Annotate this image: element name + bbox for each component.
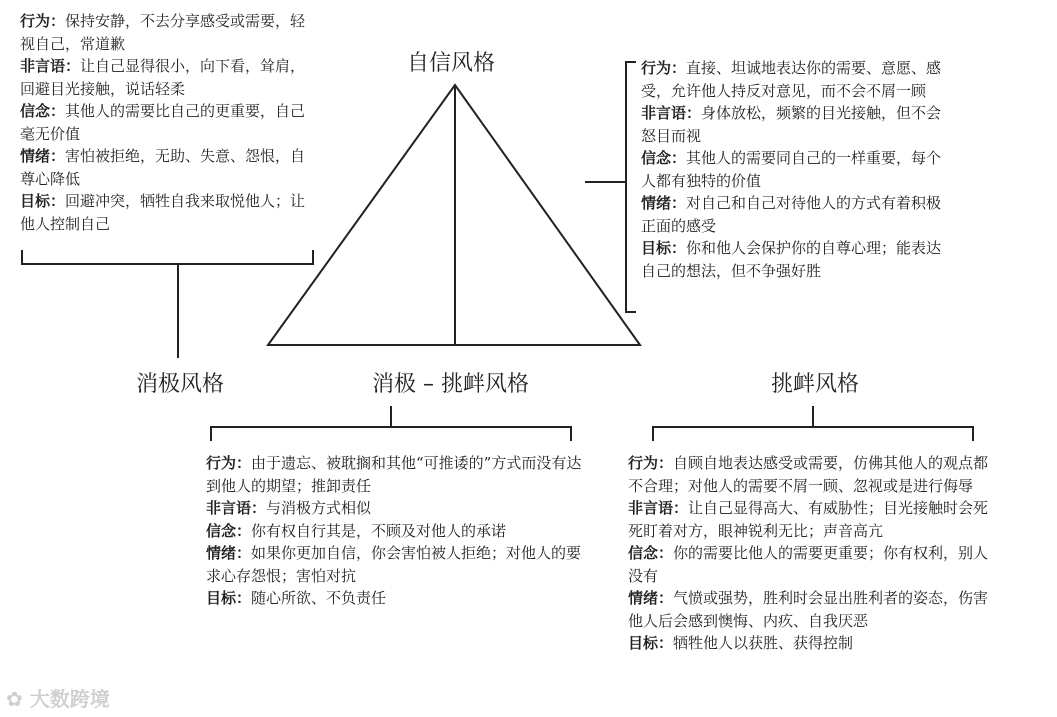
block-line-key: 非言语： bbox=[206, 499, 267, 517]
block-line-key: 行为： bbox=[206, 454, 252, 472]
block-line bbox=[206, 452, 591, 497]
block-line-text: 让自己显得很小，向下看，耸肩，回避目光接触，说话轻柔 bbox=[20, 57, 306, 98]
block-line-text: 让自己显得高大、有威胁性；目光接触时会死死盯着对方，眼神锐利无比；声音高亢 bbox=[628, 499, 989, 540]
block-line bbox=[641, 147, 946, 192]
block-line-key: 行为： bbox=[641, 59, 687, 77]
title-aggressive: 挑衅风格 bbox=[771, 372, 860, 397]
block-line-key: 非言语： bbox=[20, 57, 81, 75]
block-line-key: 行为： bbox=[20, 12, 66, 30]
watermark-logo bbox=[6, 683, 110, 712]
block-line bbox=[641, 192, 946, 237]
block-line-key: 情绪： bbox=[20, 147, 66, 165]
block-line bbox=[206, 497, 591, 520]
bracket-aggressive bbox=[653, 427, 973, 441]
block-line-key: 非言语： bbox=[641, 104, 702, 122]
block-line bbox=[206, 542, 591, 587]
block-line-key: 信念： bbox=[628, 544, 674, 562]
block-line bbox=[641, 102, 946, 147]
block-line-text: 害怕被拒绝，无助、失意、怨恨，自尊心降低 bbox=[20, 147, 306, 188]
block-line-text: 对自己和自己对待他人的方式有着积极正面的感受 bbox=[641, 194, 942, 235]
block-line-key: 目标： bbox=[641, 239, 687, 257]
block-passive-aggressive bbox=[206, 452, 591, 610]
block-line bbox=[628, 632, 996, 655]
block-line-key: 非言语： bbox=[628, 499, 689, 517]
bracket-passive bbox=[22, 250, 313, 264]
title-assertive: 自信风格 bbox=[407, 51, 496, 76]
block-line-text: 其他人的需要比自己的更重要，自己毫无价值 bbox=[20, 102, 306, 143]
block-line-text: 自顾自地表达感受或需要，仿佛其他人的观点都不合理；对他人的需要不屑一顾、忽视或是进行侮辱 bbox=[628, 454, 989, 495]
block-line-text: 回避冲突，牺牲自我来取悦他人；让他人控制自己 bbox=[20, 192, 306, 233]
block-line-text: 随心所欲、不负责任 bbox=[251, 589, 387, 607]
block-line-text: 你和他人会保护你的自尊心理；能表达自己的想法，但不争强好胜 bbox=[641, 239, 942, 280]
block-line bbox=[206, 587, 591, 610]
block-line-text: 如果你更加自信，你会害怕被人拒绝；对他人的要求心存怨恨；害怕对抗 bbox=[206, 544, 582, 585]
block-line-key: 目标： bbox=[628, 634, 674, 652]
block-line-text: 你有权自行其是，不顾及对他人的承诺 bbox=[251, 521, 507, 540]
block-line-key: 目标： bbox=[206, 589, 252, 607]
block-line bbox=[20, 145, 320, 190]
block-line-text: 牺牲他人以获胜、获得控制 bbox=[673, 634, 854, 652]
block-line bbox=[20, 55, 320, 100]
block-line-text: 你的需要比他人的需要更重要；你有权利，别人没有 bbox=[628, 544, 989, 585]
block-line-text: 与消极方式相似 bbox=[266, 499, 372, 517]
block-line bbox=[628, 542, 996, 587]
block-line bbox=[628, 497, 996, 542]
block-line-key: 情绪： bbox=[628, 589, 674, 607]
title-passive: 消极风格 bbox=[136, 372, 225, 397]
block-line bbox=[641, 57, 946, 102]
title-passive-aggressive: 消极 – 挑衅风格 bbox=[372, 372, 529, 397]
block-line-key: 信念： bbox=[20, 102, 66, 120]
block-line bbox=[628, 452, 996, 497]
block-line-key: 行为： bbox=[628, 454, 674, 472]
block-aggressive bbox=[628, 452, 996, 655]
block-line bbox=[20, 100, 320, 145]
block-line bbox=[20, 10, 320, 55]
chat-bubble-icon: ✿ bbox=[6, 687, 23, 711]
block-assertive bbox=[641, 57, 946, 282]
block-line bbox=[641, 237, 946, 282]
block-line-text: 直接、坦诚地表达你的需要、意愿、感受，允许他人持反对意见，而不会不屑一顾 bbox=[641, 59, 942, 100]
block-line-text: 保持安静，不去分享感受或需要，轻视自己，常道歉 bbox=[20, 12, 306, 53]
block-line-text: 气愤或强势，胜利时会显出胜利者的姿态，伤害他人后会感到懊悔、内疚、自我厌恶 bbox=[628, 589, 989, 630]
block-line-key: 情绪： bbox=[206, 544, 252, 562]
block-line bbox=[20, 190, 320, 235]
block-line-text: 其他人的需要同自己的一样重要，每个人都有独特的价值 bbox=[641, 149, 942, 190]
block-line-key: 信念： bbox=[641, 149, 687, 167]
bracket-passive-aggressive bbox=[211, 427, 571, 441]
block-line-text: 由于遗忘、被耽搁和其他“可推诿的”方式而没有达到他人的期望；推卸责任 bbox=[206, 454, 582, 495]
block-passive bbox=[20, 10, 320, 235]
block-line-key: 目标： bbox=[20, 192, 66, 210]
block-line-key: 情绪： bbox=[641, 194, 687, 212]
block-line-text: 身体放松，频繁的目光接触，但不会怒目而视 bbox=[641, 104, 942, 145]
watermark-text: 大数跨境 bbox=[29, 687, 110, 711]
bracket-assertive bbox=[626, 62, 636, 312]
block-line-key: 信念： bbox=[206, 521, 252, 540]
block-line bbox=[628, 587, 996, 632]
block-line bbox=[206, 520, 591, 543]
